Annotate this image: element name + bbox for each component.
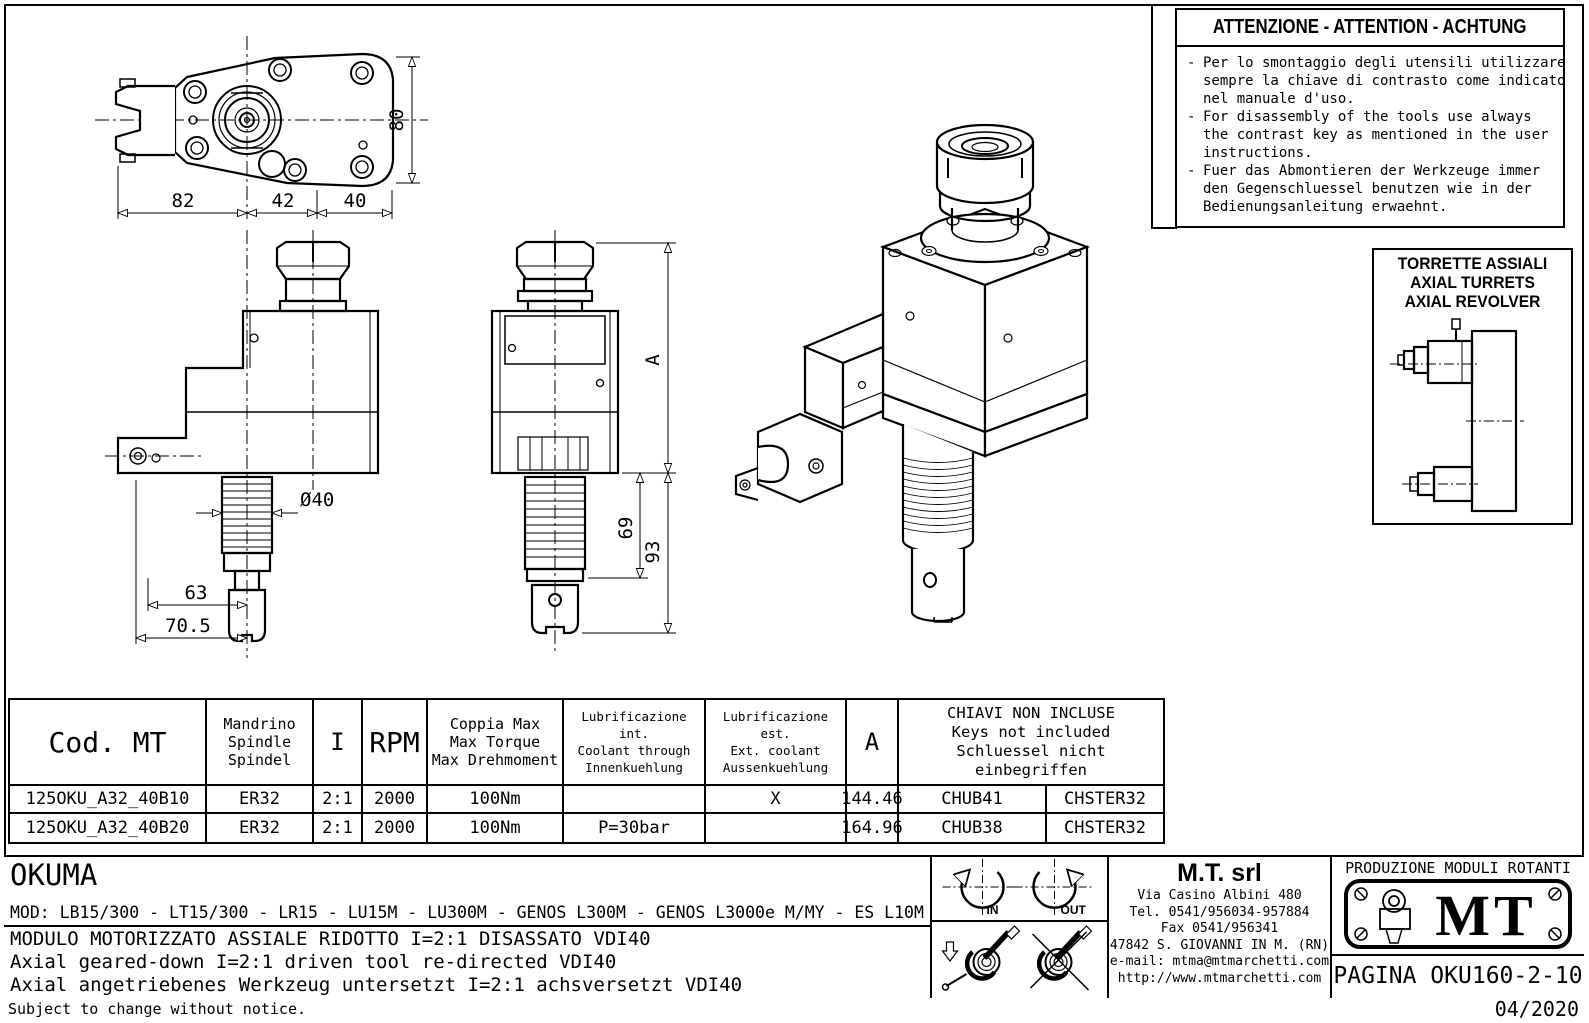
table-row-cell: 2000 <box>363 814 428 842</box>
dim-93: 93 <box>642 540 664 564</box>
col-header-rpm: RPM <box>363 700 428 786</box>
table-row-cell: 144.46 <box>847 786 899 814</box>
company-city: 47842 S. GIOVANNI IN M. (RN) <box>1109 937 1330 953</box>
title-block-middle <box>930 857 1107 998</box>
table-row-cell: 164.96 <box>847 814 899 842</box>
description-de: Axial angetriebenes Werkzeug untersetzt I=2:1 achsversetzt VDI40 <box>10 974 743 996</box>
front-view-drawing <box>105 230 378 658</box>
disclaimer-note: Subject to change without notice. <box>8 1000 307 1018</box>
turret-mount-drawing <box>1374 311 1571 523</box>
company-name: M.T. srl <box>1177 859 1262 887</box>
turret-title-it: TORRETTE ASSIALI <box>1397 254 1548 273</box>
company-info <box>1107 857 1330 998</box>
production-label: PRODUZIONE MODULI ROTANTI <box>1345 859 1571 877</box>
attention-title: ATTENZIONE - ATTENTION - ACHTUNG <box>1177 10 1563 47</box>
machine-brand: OKUMA <box>10 858 98 892</box>
dim-40: 40 <box>343 190 367 212</box>
dim-63: 63 <box>184 582 208 604</box>
table-row-cell: 100Nm <box>428 786 564 814</box>
description-it: MODULO MOTORIZZATO ASSIALE RIDOTTO I=2:1 DISASSATO VDI40 <box>10 928 651 950</box>
title-block-left <box>4 857 930 998</box>
attention-box <box>1175 8 1565 228</box>
company-email: e-mail: mtma@mtmarchetti.com <box>1109 954 1330 969</box>
company-address: Via Casino Albini 480 <box>1137 888 1302 903</box>
dim-A: A <box>642 354 664 366</box>
turret-title-de: AXIAL REVOLVER <box>1404 292 1541 311</box>
col-header-ratio: I <box>314 700 363 786</box>
out-direction-label: OUT <box>1060 903 1086 917</box>
table-row-cell: CHUB38 <box>899 814 1047 842</box>
wrench-usage-icons <box>932 922 1107 994</box>
isometric-view-drawing <box>736 125 1087 622</box>
table-row-cell: CHSTER32 <box>1047 786 1163 814</box>
table-row-cell: ER32 <box>207 786 314 814</box>
spec-table <box>8 698 1165 844</box>
turret-title-en: AXIAL TURRETS <box>1410 273 1535 292</box>
col-header-a: A <box>847 700 899 786</box>
mt-logo-letters: MT <box>1435 883 1537 948</box>
table-row-cell: X <box>706 786 847 814</box>
table-row-cell <box>706 814 847 842</box>
table-row-cell: 2000 <box>363 786 428 814</box>
mini-tool-icon <box>1380 890 1410 943</box>
table-row-cell: CHSTER32 <box>1064 818 1146 838</box>
table-row-cell: 2:1 <box>314 786 363 814</box>
page-number: PAGINA OKU160-2-10 <box>1333 963 1583 989</box>
company-website: http://www.mtmarchetti.com <box>1117 970 1322 986</box>
col-header-coolant-external: Lubrificazione est. Ext. coolant Aussenkuehlung <box>706 700 847 786</box>
title-block <box>4 855 1584 996</box>
col-header-torque: Coppia Max Max Torque Max Drehmoment <box>428 700 564 786</box>
table-row-cell: 125OKU_A32_40B20 <box>10 814 207 842</box>
in-direction-label: IN <box>986 903 999 917</box>
dim-42: 42 <box>271 190 295 212</box>
description-en: Axial geared-down I=2:1 driven tool re-directed VDI40 <box>10 951 617 973</box>
dim-70-5: 70.5 <box>165 615 211 637</box>
side-view-drawing <box>492 230 676 652</box>
col-header-coolant-internal: Lubrificazione int. Coolant through Innenkuehlung <box>564 700 706 786</box>
wrench-crossed-icon <box>1031 926 1092 990</box>
table-row-cell: P=30bar <box>564 814 706 842</box>
top-view-drawing <box>95 36 428 219</box>
company-fax: Fax 0541/956341 <box>1160 921 1279 936</box>
dim-82: 82 <box>171 190 195 212</box>
rotation-direction-icon <box>932 857 1107 920</box>
revision-date: 04/2020 <box>1494 997 1579 1021</box>
table-row-cell: 2:1 <box>314 814 363 842</box>
title-block-right <box>1330 857 1584 998</box>
dim-80: 80 <box>386 108 408 132</box>
wrench-ok-icon <box>943 926 1020 990</box>
attention-item-de: - Fuer das Abmontieren der Werkzeuge immer den Gegenschluessel benutzen wie in der Bedienungsanleitung erwaehnt. <box>1187 163 1541 215</box>
col-header-cod-mt: Cod. MT <box>10 700 207 786</box>
axial-turrets-box <box>1372 248 1573 525</box>
machine-models: MOD: LB15/300 - LT15/300 - LR15 - LU15M - LU300M - GENOS L300M - GENOS L3000e M/MY - ES L10M <box>10 903 924 922</box>
col-header-keys: CHIAVI NON INCLUSE Keys not included Schluessel nicht einbegriffen <box>899 700 1163 786</box>
table-row-cell: CHUB41 <box>899 786 1047 814</box>
dim-69: 69 <box>615 516 637 540</box>
table-row-cell: ER32 <box>207 814 314 842</box>
attention-item-en: - For disassembly of the tools use always the contrast key as mentioned in the user instructions. <box>1187 109 1549 161</box>
attention-body <box>1177 47 1566 216</box>
attention-item-it: - Per lo smontaggio degli utensili utilizzare sempre la chiave di contrasto come indicato nel manuale d'uso. <box>1187 55 1566 107</box>
company-phone: Tel. 0541/956034-957884 <box>1129 904 1310 920</box>
table-row-cell: 125OKU_A32_40B10 <box>10 786 207 814</box>
mt-logo <box>1338 877 1578 953</box>
table-row-cell <box>564 786 706 814</box>
col-header-spindle: Mandrino Spindle Spindel <box>207 700 314 786</box>
dim-diameter-40: Ø40 <box>300 489 335 511</box>
table-row-cell: 100Nm <box>428 814 564 842</box>
